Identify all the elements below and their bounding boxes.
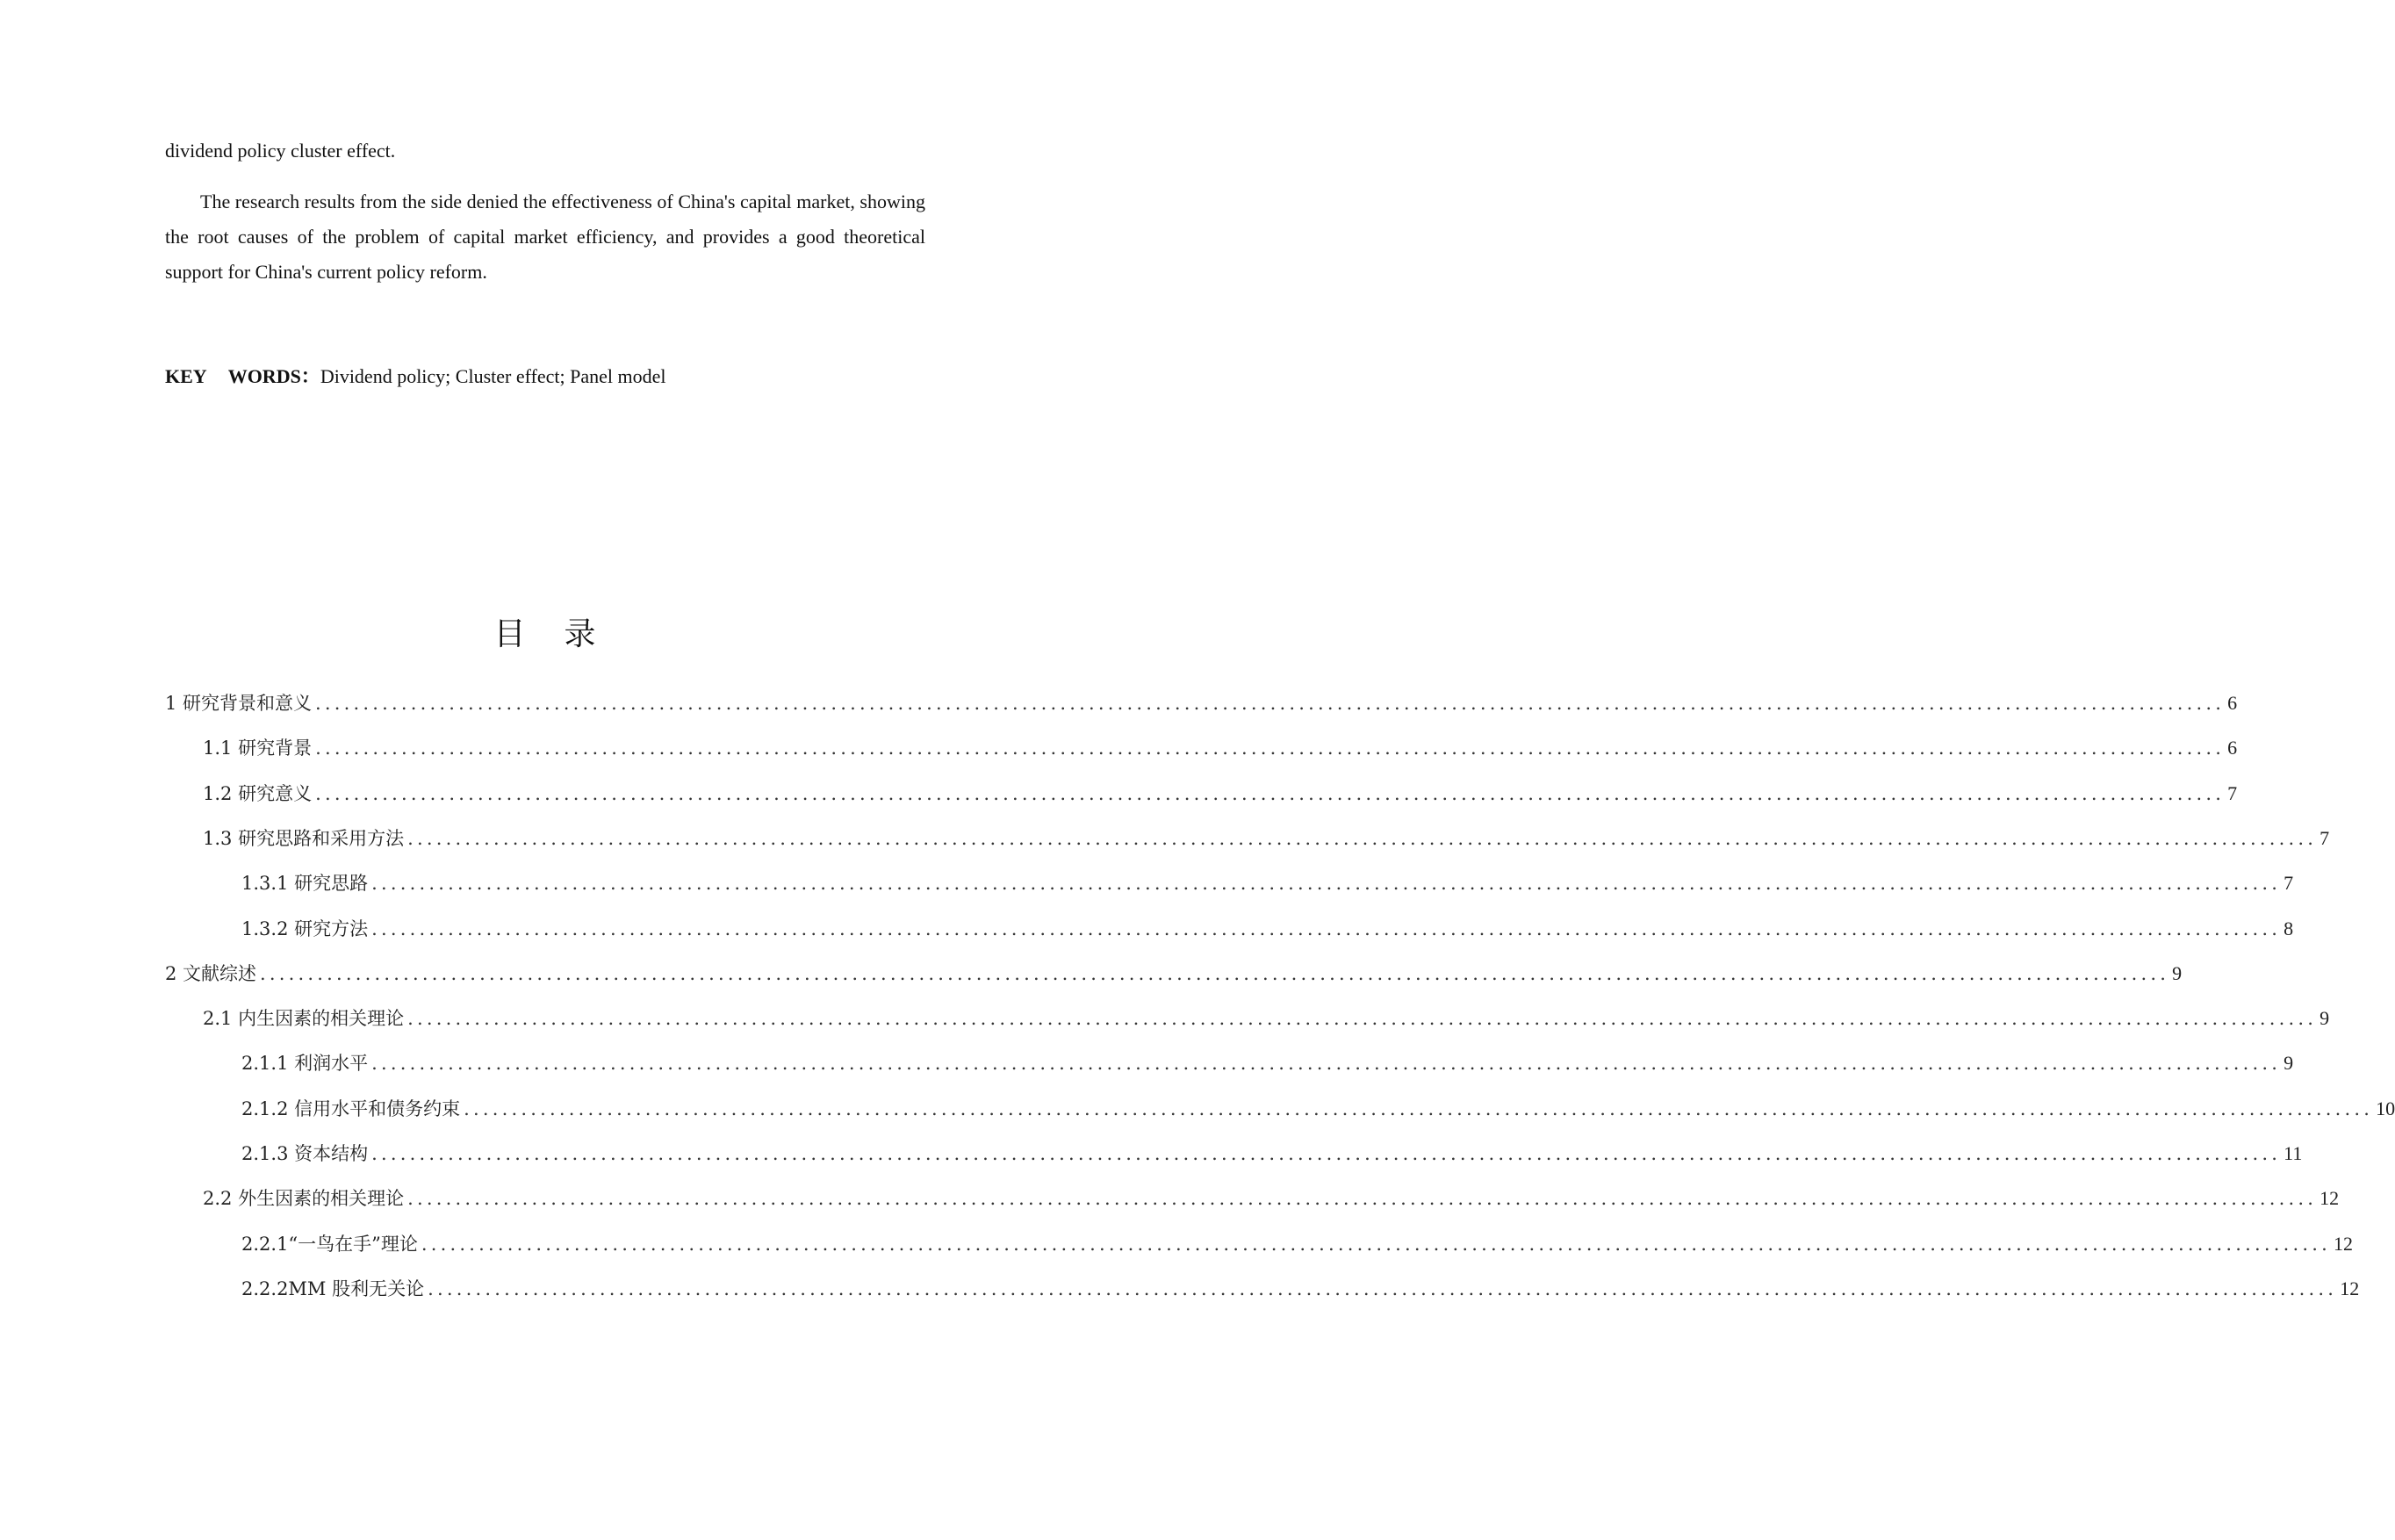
toc-dot-leader: ........................................................................................................................................................................................................ [371, 1143, 2282, 1164]
keywords-value: Dividend policy; Cluster effect; Panel model [320, 365, 666, 387]
toc-entry[interactable] [241, 1276, 2360, 1302]
toc-entry-label: 1.3.2 研究方法 [241, 918, 369, 939]
toc-entry-label: 1.2 研究意义 [203, 782, 313, 804]
toc-entry-page-number: 7 [2227, 781, 2238, 804]
toc-dot-leader: ........................................................................................................................................................................................................ [371, 1053, 2282, 1075]
toc-dot-leader: ........................................................................................................................................................................................................ [315, 738, 2226, 759]
abstract-paragraph: The research results from the side denied the effectiveness of China's capital market, showing the root causes of the problem of capital market efficiency, and provides a good theoretical support for China's current policy reform. [165, 191, 925, 283]
toc-entry-page-number: 8 [2284, 917, 2294, 939]
abstract-paragraph-end: dividend policy cluster effect. [165, 140, 396, 162]
toc-entry-page-number: 12 [2333, 1232, 2353, 1255]
toc-title-char-1: 目 [493, 616, 526, 652]
toc-entry[interactable] [203, 781, 2238, 807]
toc-dot-leader: ........................................................................................................................................................................................................ [407, 827, 2318, 849]
toc-entry[interactable] [203, 1005, 2330, 1032]
toc-entry-page-number: 6 [2227, 737, 2238, 759]
toc-dot-leader: ........................................................................................................................................................................................................ [260, 962, 2170, 984]
toc-entry-label: 1.1 研究背景 [203, 738, 313, 759]
toc-entry-label: 2.1.3 资本结构 [241, 1143, 369, 1164]
toc-entry[interactable] [241, 916, 2294, 942]
toc-entry[interactable] [203, 825, 2330, 852]
toc-entry-page-number: 6 [2227, 692, 2238, 714]
toc-entry[interactable] [165, 961, 2183, 987]
toc-entry-label: 2.2.2MM 股利无关论 [241, 1277, 425, 1299]
toc-entry[interactable] [203, 735, 2238, 761]
toc-entry-label: 1 研究背景和意义 [165, 693, 313, 714]
keywords-label-key: KEY [165, 365, 207, 387]
toc-dot-leader: ........................................................................................................................................................................................................ [315, 782, 2226, 804]
toc-entry-page-number: 9 [2284, 1052, 2294, 1075]
toc-entry[interactable] [241, 870, 2294, 896]
toc-entry-label: 2.2.1“一鸟在手”理论 [241, 1233, 418, 1255]
toc-entry-page-number: 12 [2319, 1187, 2340, 1210]
toc-entry[interactable] [203, 1185, 2340, 1212]
toc-dot-leader: ........................................................................................................................................................................................................ [464, 1097, 2374, 1119]
toc-entry-page-number: 7 [2284, 872, 2294, 895]
toc-entry-label: 2.1.1 利润水平 [241, 1053, 369, 1075]
toc-entry-page-number: 11 [2284, 1142, 2303, 1164]
toc-entry-page-number: 7 [2319, 826, 2330, 849]
toc-dot-leader: ........................................................................................................................................................................................................ [428, 1277, 2338, 1299]
toc-dot-leader: ........................................................................................................................................................................................................ [407, 1008, 2318, 1030]
toc-dot-leader: ........................................................................................................................................................................................................ [407, 1188, 2318, 1210]
toc-dot-leader: ........................................................................................................................................................................................................ [315, 693, 2226, 714]
toc-entry-page-number: 9 [2172, 961, 2183, 984]
toc-entry-page-number: 12 [2340, 1277, 2360, 1299]
toc-dot-leader: ........................................................................................................................................................................................................ [371, 918, 2282, 939]
toc-entry-label: 2.1.2 信用水平和债务约束 [241, 1097, 461, 1119]
toc-entry[interactable] [241, 1141, 2303, 1167]
toc-dot-leader: ........................................................................................................................................................................................................ [371, 873, 2282, 895]
toc-dot-leader: ........................................................................................................................................................................................................ [421, 1233, 2331, 1255]
toc-entry[interactable] [241, 1050, 2294, 1076]
toc-entry-label: 2 文献综述 [165, 962, 257, 984]
toc-entry-label: 1.3 研究思路和采用方法 [203, 827, 405, 849]
toc-entry-page-number: 9 [2319, 1007, 2330, 1030]
toc-entry[interactable] [241, 1231, 2353, 1257]
toc-entry[interactable] [165, 690, 2238, 716]
toc-entry[interactable] [241, 1096, 2395, 1122]
keywords-label-words: WORDS： [227, 365, 320, 387]
toc-entry-page-number: 10 [2376, 1097, 2395, 1119]
toc-entry-label: 2.1 内生因素的相关理论 [203, 1008, 405, 1030]
toc-title-char-2: 录 [564, 616, 596, 652]
toc-entry-label: 2.2 外生因素的相关理论 [203, 1188, 405, 1210]
toc-entry-label: 1.3.1 研究思路 [241, 873, 369, 895]
